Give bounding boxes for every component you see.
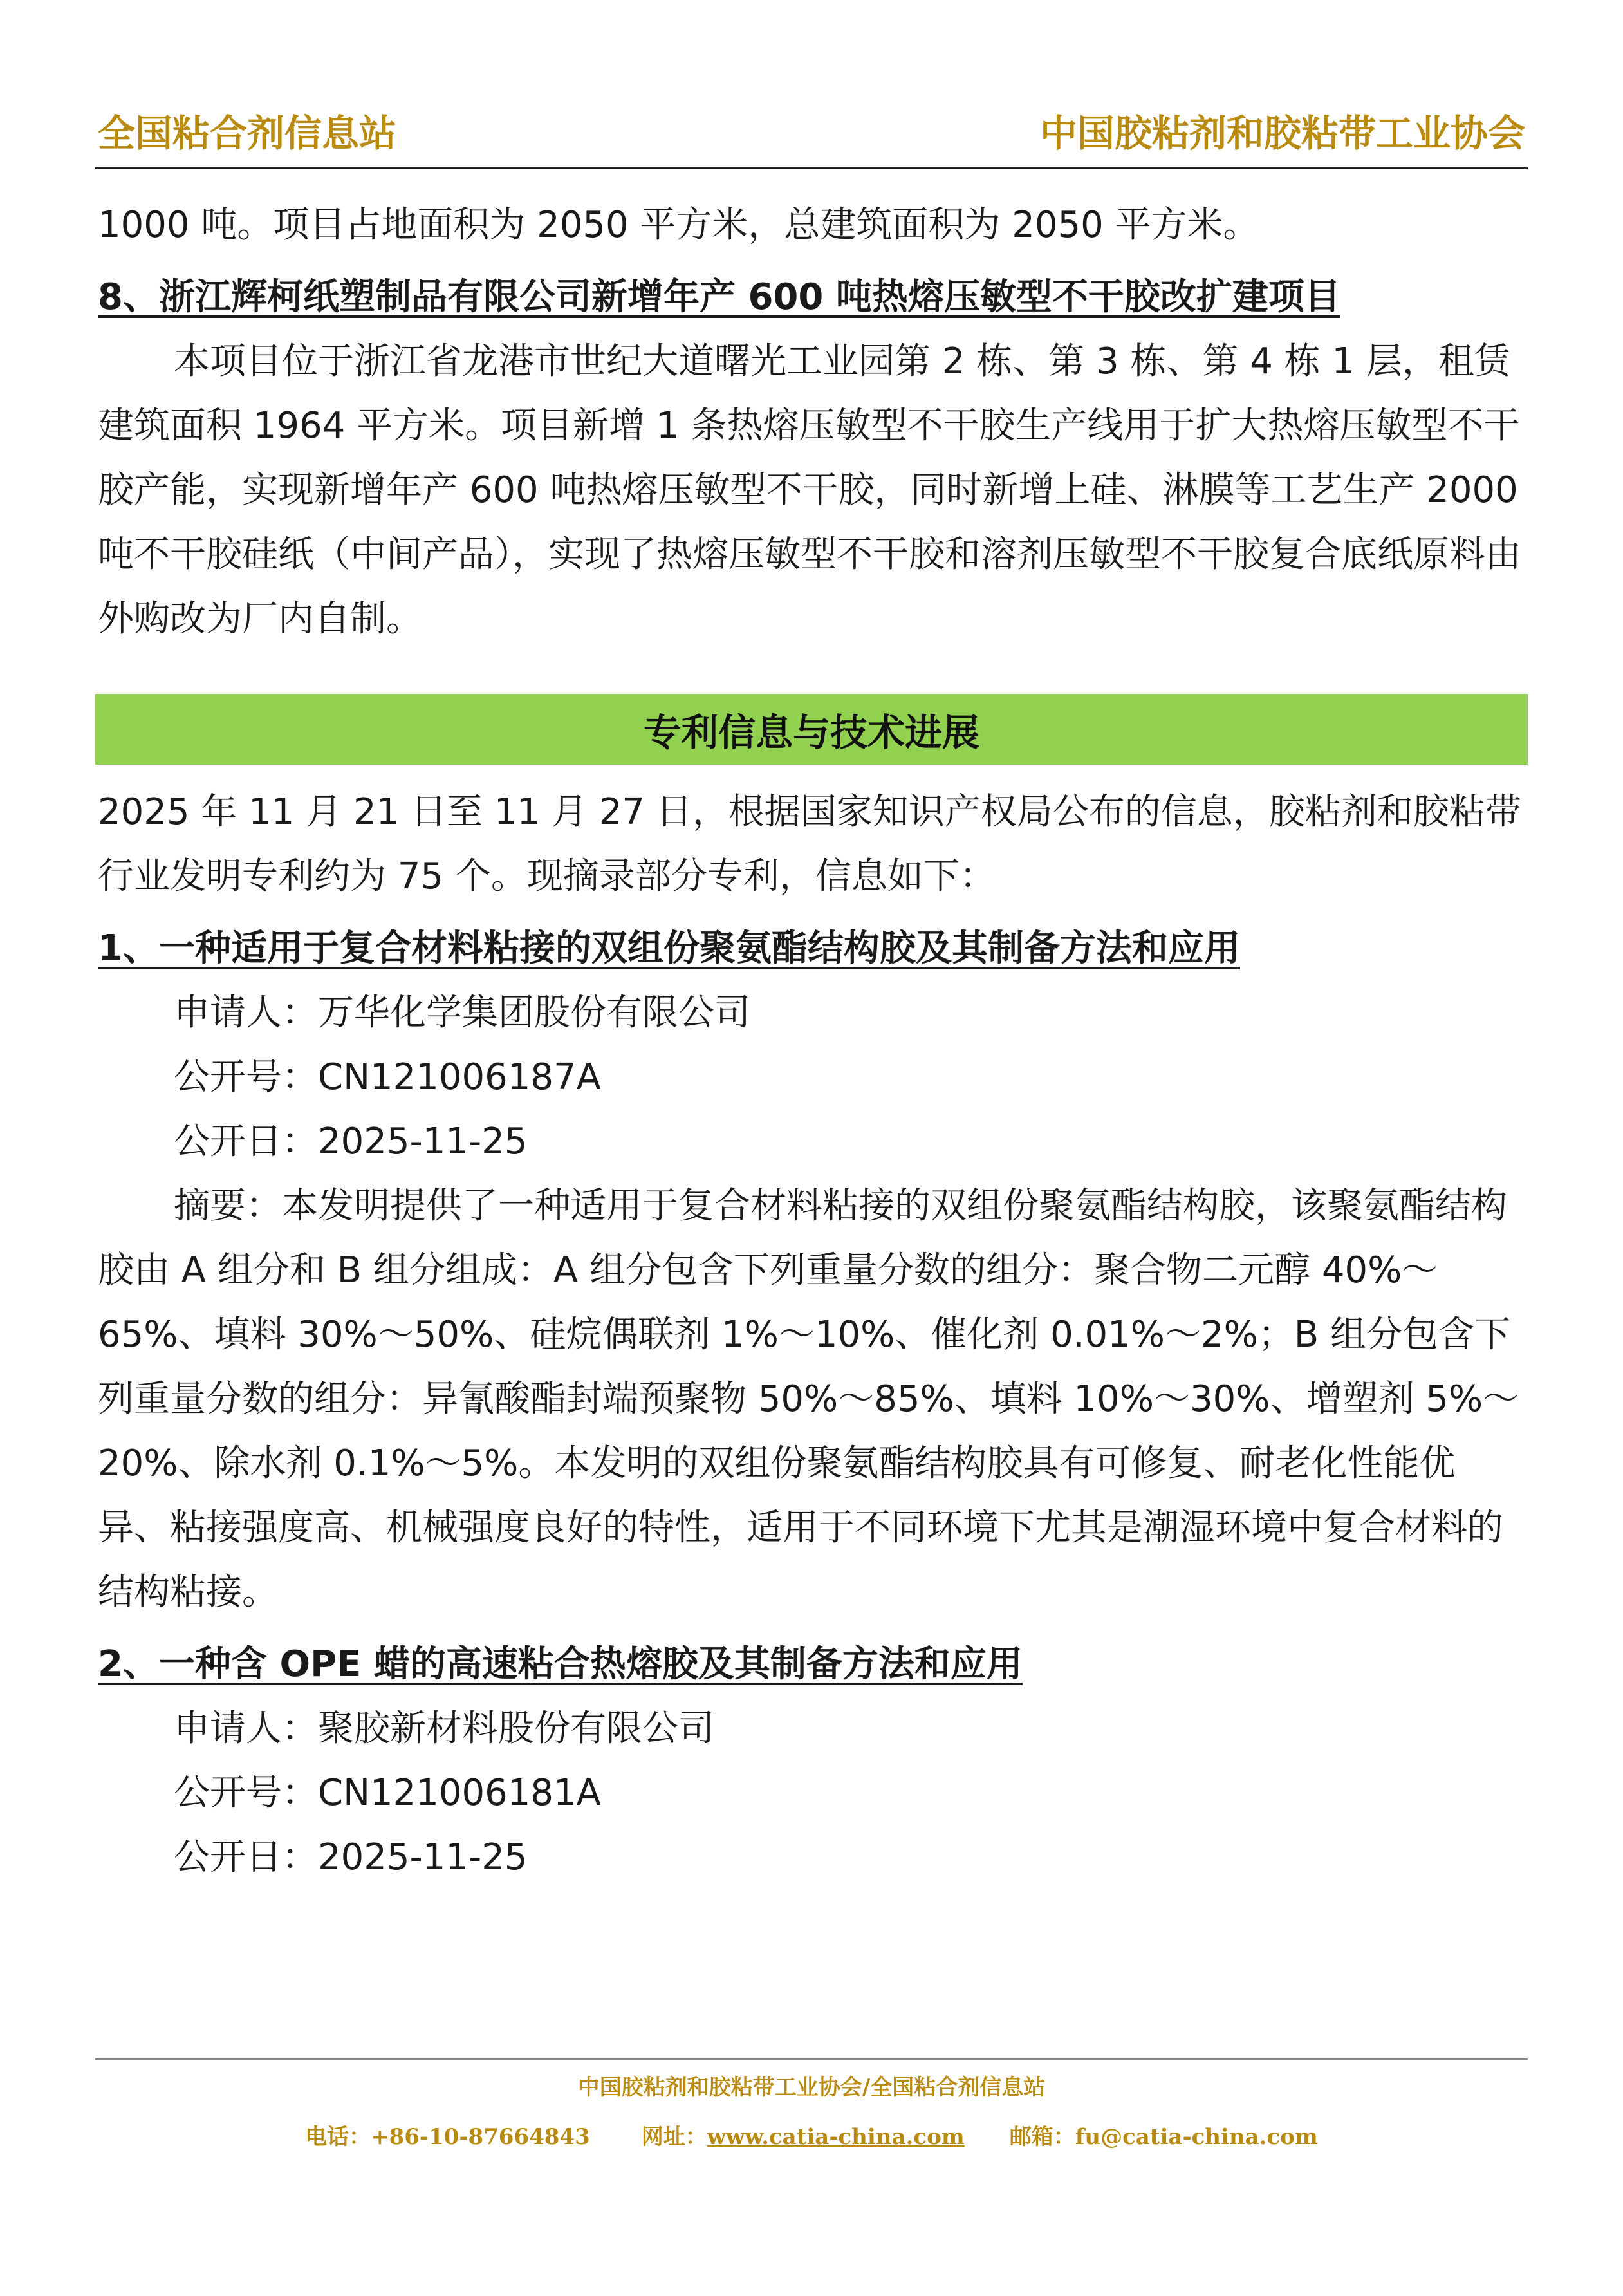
section-intro: 2025 年 11 月 21 日至 11 月 27 日，根据国家知识产权局公布的信息，胶粘剂和胶粘带行业发明专利约为 75 个。现摘录部分专利，信息如下： bbox=[98, 791, 1521, 897]
project-8-title: 8、浙江辉柯纸塑制品有限公司新增年产 600 吨热熔压敏型不干胶改扩建项目 bbox=[98, 276, 1340, 318]
footer-contact bbox=[0, 2119, 1623, 2151]
patent-2-pub-no: 公开号：CN121006181A bbox=[174, 1772, 601, 1814]
continued-paragraph: 1000 吨。项目占地面积为 2050 平方米，总建筑面积为 2050 平方米。 bbox=[98, 204, 1259, 246]
patent-section bbox=[98, 780, 1525, 1890]
footer-website-link[interactable]: www.catia-china.com bbox=[707, 2124, 965, 2150]
project-8-body: 本项目位于浙江省龙港市世纪大道曙光工业园第 2 栋、第 3 栋、第 4 栋 1 层，租赁建筑面积 1964 平方米。项目新增 1 条热熔压敏型不干胶生产线用于扩大热熔压敏型不干胶产能，实现新增年产 600 吨热熔压敏型不干胶，同时新增上硅、淋膜等工艺生产 2000 吨不干胶硅纸（中间产品），实现了热熔压敏型不干胶和溶剂压敏型不干胶复合底纸原料由外购改为厂内自制。 bbox=[98, 341, 1521, 640]
header-association-name: 中国胶粘剂和胶粘带工业协会 bbox=[1039, 111, 1525, 155]
patent-1-pub-date: 公开日：2025-11-25 bbox=[174, 1121, 528, 1162]
footer-email[interactable]: 邮箱：fu@catia-china.com bbox=[1009, 2124, 1318, 2150]
header-divider bbox=[95, 167, 1528, 169]
patent-2-applicant: 申请人：聚胶新材料股份有限公司 bbox=[174, 1708, 714, 1750]
section-banner bbox=[95, 694, 1528, 765]
header-site-name: 全国粘合剂信息站 bbox=[98, 111, 397, 155]
patent-1-applicant: 申请人：万华化学集团股份有限公司 bbox=[174, 992, 750, 1034]
patent-1-abstract: 摘要：本发明提供了一种适用于复合材料粘接的双组份聚氨酯结构胶，该聚氨酯结构胶由 A 组分和 B 组分组成：A 组分包含下列重量分数的组分：聚合物二元醇 40%～65%、填料 30%～50%、硅烷偶联剂 1%～10%、催化剂 0.01%～2%；B 组分包含下列重量分数的组分：异氰酸酯封端预聚物 50%～85%、填料 10%～30%、增塑剂 5%～20%、除水剂 0.1%～5%。本发明的双组份聚氨酯结构胶具有可修复、耐老化性能优异、粘接强度高、机械强度良好的特性，适用于不同环境下尤其是潮湿环境中复合材料的结构粘接。 bbox=[98, 1185, 1519, 1613]
footer-organization: 中国胶粘剂和胶粘带工业协会/全国粘合剂信息站 bbox=[577, 2075, 1046, 2100]
footer-site-label: 网址： bbox=[641, 2124, 707, 2150]
section-banner-title: 专利信息与技术进展 bbox=[643, 711, 979, 754]
patent-2-title: 2、一种含 OPE 蜡的高速粘合热熔胶及其制备方法和应用 bbox=[98, 1643, 1023, 1685]
page-content bbox=[98, 193, 1525, 651]
patent-1-pub-no: 公开号：CN121006187A bbox=[174, 1056, 601, 1098]
patent-2-pub-date: 公开日：2025-11-25 bbox=[174, 1836, 528, 1878]
footer-divider bbox=[95, 2058, 1528, 2060]
footer-phone: 电话：+86-10-87664843 bbox=[305, 2124, 590, 2150]
patent-1-title: 1、一种适用于复合材料粘接的双组份聚氨酯结构胶及其制备方法和应用 bbox=[98, 928, 1240, 969]
